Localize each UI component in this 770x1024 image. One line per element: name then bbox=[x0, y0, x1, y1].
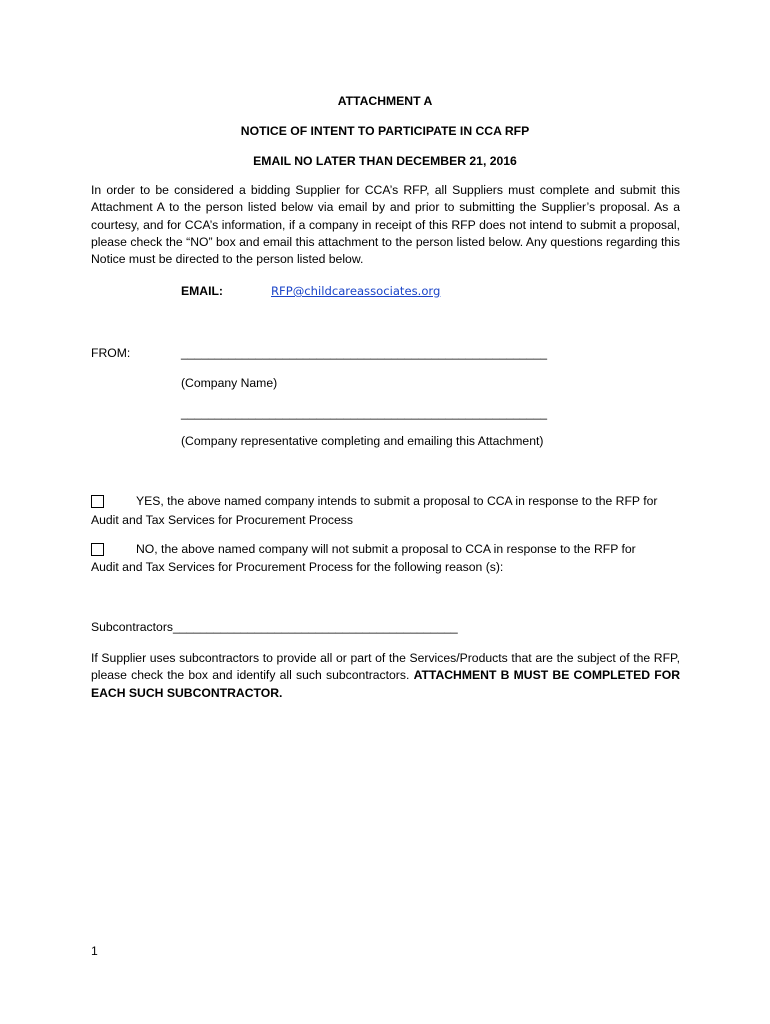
company-name-blank[interactable]: ______________________________________________________ bbox=[181, 346, 548, 360]
page-number: 1 bbox=[91, 944, 98, 958]
no-option-text-cont: Audit and Tax Services for Procurement Process for the following reason (s): bbox=[91, 560, 504, 574]
from-label: FROM: bbox=[91, 346, 131, 360]
email-label: EMAIL: bbox=[181, 284, 223, 298]
attachment-b-notice: ATTACHMENT B MUST BE COMPLETED FOR EACH SUCH SUBCONTRACTOR. bbox=[91, 668, 681, 700]
deadline-heading: EMAIL NO LATER THAN DECEMBER 21, 2016 bbox=[253, 154, 517, 168]
yes-checkbox[interactable] bbox=[91, 495, 104, 508]
subcontractors-label: Subcontractors bbox=[91, 620, 173, 634]
subcontractor-note bbox=[91, 650, 680, 702]
intro-paragraph: In order to be considered a bidding Supplier for CCA’s RFP, all Suppliers must complete and submit this Attachment A to the person listed below via email by and prior to submitting the Supplier’s proposal. As a courtesy, and for CCA’s information, if a company in receipt of this RFP does not intend to submit a proposal, please check the “NO” box and email this attachment to the person listed below. Any questions regarding this Notice must be directed to the person listed below. bbox=[91, 183, 680, 267]
yes-option-text: YES, the above named company intends to submit a proposal to CCA in response to the RFP for bbox=[136, 494, 658, 508]
representative-blank[interactable]: ______________________________________________________ bbox=[181, 406, 548, 420]
subcontractors-row bbox=[91, 620, 458, 634]
email-link[interactable]: RFP@childcareassociates.org bbox=[271, 284, 441, 298]
company-name-caption: (Company Name) bbox=[181, 376, 278, 390]
subcontractor-note-text: If Supplier uses subcontractors to provide all or part of the Services/Products that are the subject of the RFP, please check the box and identify all such subcontractors. bbox=[91, 651, 680, 683]
yes-option-text-cont: Audit and Tax Services for Procurement Process bbox=[91, 513, 353, 527]
no-checkbox[interactable] bbox=[91, 543, 104, 556]
representative-caption: (Company representative completing and emailing this Attachment) bbox=[181, 434, 544, 448]
no-option-text: NO, the above named company will not submit a proposal to CCA in response to the RFP for bbox=[136, 542, 636, 556]
subcontractors-blank[interactable]: __________________________________________ bbox=[172, 620, 458, 634]
attachment-title: ATTACHMENT A bbox=[337, 94, 433, 108]
notice-title: NOTICE OF INTENT TO PARTICIPATE IN CCA RFP bbox=[240, 124, 530, 138]
